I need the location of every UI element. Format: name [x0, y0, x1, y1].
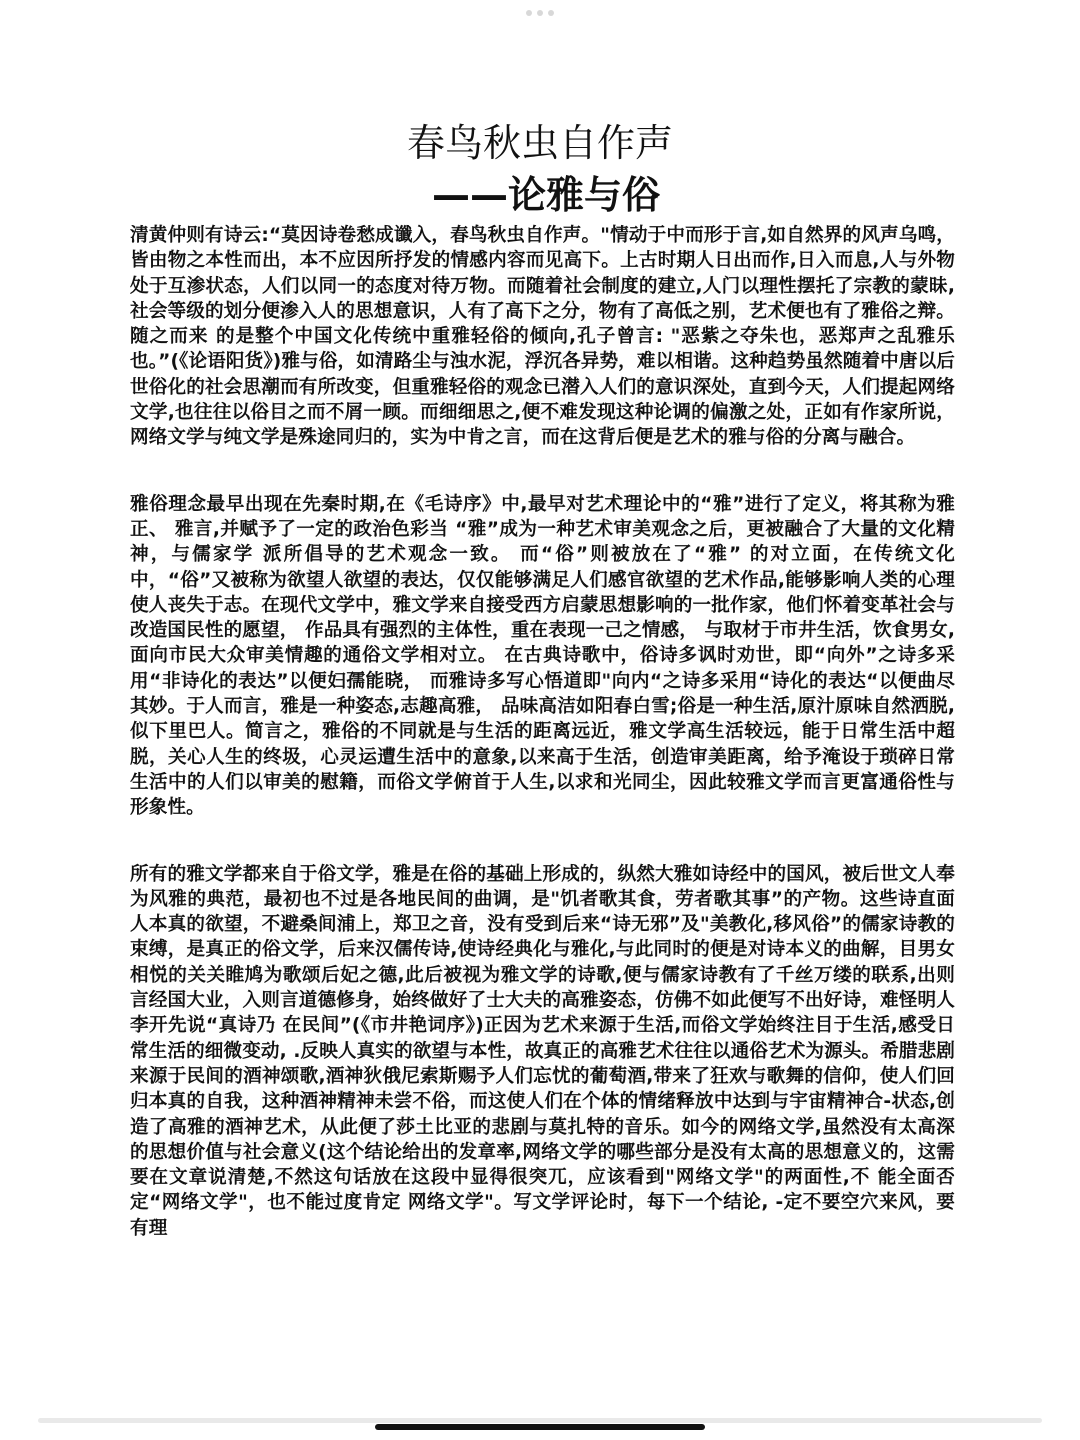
document-title: 春鸟秋虫自作声	[406, 121, 673, 165]
paragraph-1: 清黄仲则有诗云:“莫因诗卷愁成谶入，春鸟秋虫自作声。"情动于中而形于言,如自然界的风声乌鸣，皆由物之本性而出，本不应因所抒发的情感内容而见高下。上古时期人日出而作,日入而息,人与外物处于互渗状态，人们以同一的态度对待万物。而随着社会制度的建立,人门以理性摆托了宗教的蒙昧,社会等级的划分便渗入人的思想意识，人有了高下之分，物有了高低之别，艺术便也有了雅俗之辩。随之而来 的是整个中国文化传统中重雅轻俗的倾向,孔子曾言: "恶紫之夺朱也，恶郑声之乱雅乐也。”(《论语阳货》)雅与俗，如清路尘与浊水泥，浮沉各异势，难以相谐。这种趋势虽然随着中唐以后世俗化的社会思潮而有所改变，但重雅轻俗的观念已潜入人们的意识深处，直到今天，人们提起网络文学,也往往以俗目之而不屑一顾。而细细思之,便不难发现这种论调的偏激之处，正如有作家所说，网络文学与纯文学是殊途同归的，实为中肯之言，而在这背后便是艺术的雅与俗的分离与融合。	[130, 225, 955, 449]
page-dot	[526, 10, 532, 16]
page-dot	[548, 10, 554, 16]
paragraph-3: 所有的雅文学都来自于俗文学，雅是在俗的基础上形成的，纵然大雅如诗经中的国风，被后世文人奉为风雅的典范，最初也不过是各地民间的曲调，是"饥者歌其食，劳者歌其事”的产物。这些诗直面人本真的欲望，不避桑间浦上，郑卫之音，没有受到后来“诗无邪”及"美教化,移风俗”的儒家诗教的束缚，是真正的俗文学，后来汉儒传诗,使诗经典化与雅化,与此同时的便是对诗本义的曲解，目男女相悦的关关睢鸠为歌颂后妃之德,此后被视为雅文学的诗歌,便与儒家诗教有了千丝万缕的联系,出则言经国大业，入则言道德修身，始终做好了士大夫的高雅姿态，仿佛不如此便写不出好诗，难怪明人李开先说“真诗乃 在民间”(《市井艳词序》)正因为艺术来源于生活,而俗文学始终注目于生活,感受日常生活的细微变动, .反映人真实的欲望与本性，故真正的高雅艺术往往以通俗艺术为源头。希腊悲剧来源于民间的酒神颂歌,酒神狄俄尼索斯赐予人们忘忧的葡萄酒,带来了狂欢与歌舞的信仰，使人们回归本真的自我，这种酒神精神未尝不俗，而这使人们在个体的情绪释放中达到与宇宙精神合-状态,创造了高雅的酒神艺术，从此便了莎土比亚的悲剧与莫扎特的音乐。如今的网络文学,虽然没有太高深的思想价值与社会意义(这个结论给出的发章率,网络文学的哪些部分是没有太高的思想意义的，这需要在文章说清楚,不然这句话放在这段中显得很突兀，应该看到"网络文学"的两面性,不 能全面否定“网络文学"，也不能过度肯定 网络文学"。写文学评论时，每下一个结论, -定不要空穴来风，要有理	[130, 863, 955, 1239]
page-indicator	[526, 10, 554, 16]
document-subtitle: ——论雅与俗	[432, 173, 661, 217]
scrollbar-track[interactable]	[38, 1418, 1042, 1423]
document-body	[130, 223, 955, 1282]
page-dot	[537, 10, 543, 16]
paragraph-2: 雅俗理念最早出现在先秦时期,在《毛诗序》中,最早对艺术理论中的“雅”进行了定义，将其称为雅正、 雅言,并赋予了一定的政治色彩当 “雅”成为一种艺术审美观念之后，更被融合了大量的文化精神，与儒家学 派所倡导的艺术观念一致。 而“俗”则被放在了“雅” 的对立面，在传统文化中，“俗”又被称为欲望人欲望的表达，仅仅能够满足人们感官欲望的艺术作品,能够影响人类的心理使人丧失于志。在现代文学中，雅文学来自接受西方启蒙思想影响的一批作家，他们怀着变革社会与改造国民性的愿望， 作品具有强烈的主体性，重在表现一己之情感， 与取材于市井生活，饮食男女,面向市民大众审美情趣的通俗文学相对立。 在古典诗歌中，俗诗多讽时劝世，即“向外”之诗多采用“非诗化的表达”以便妇孺能晓， 而雅诗多写心悟道即"向内“之诗多采用“诗化的表达“以便曲尽其妙。于人而言，雅是一种姿态,志趣高雅， 品味高洁如阳春白雪;俗是一种生活,原汁原味自然洒脱,似下里巴人。简言之，雅俗的不同就是与生活的距离远近，雅文学高生活较远，能于日常生活中超脱，关心人生的终圾，心灵运遭生活中的意象,以来高于生活，创造审美距离，给予淹设于琐碎日常生活中的人们以审美的慰籍，而俗文学俯首于人生,以求和光同尘，因此较雅文学而言更富通俗性与形象性。	[130, 493, 955, 819]
scrollbar-thumb[interactable]	[375, 1424, 705, 1430]
